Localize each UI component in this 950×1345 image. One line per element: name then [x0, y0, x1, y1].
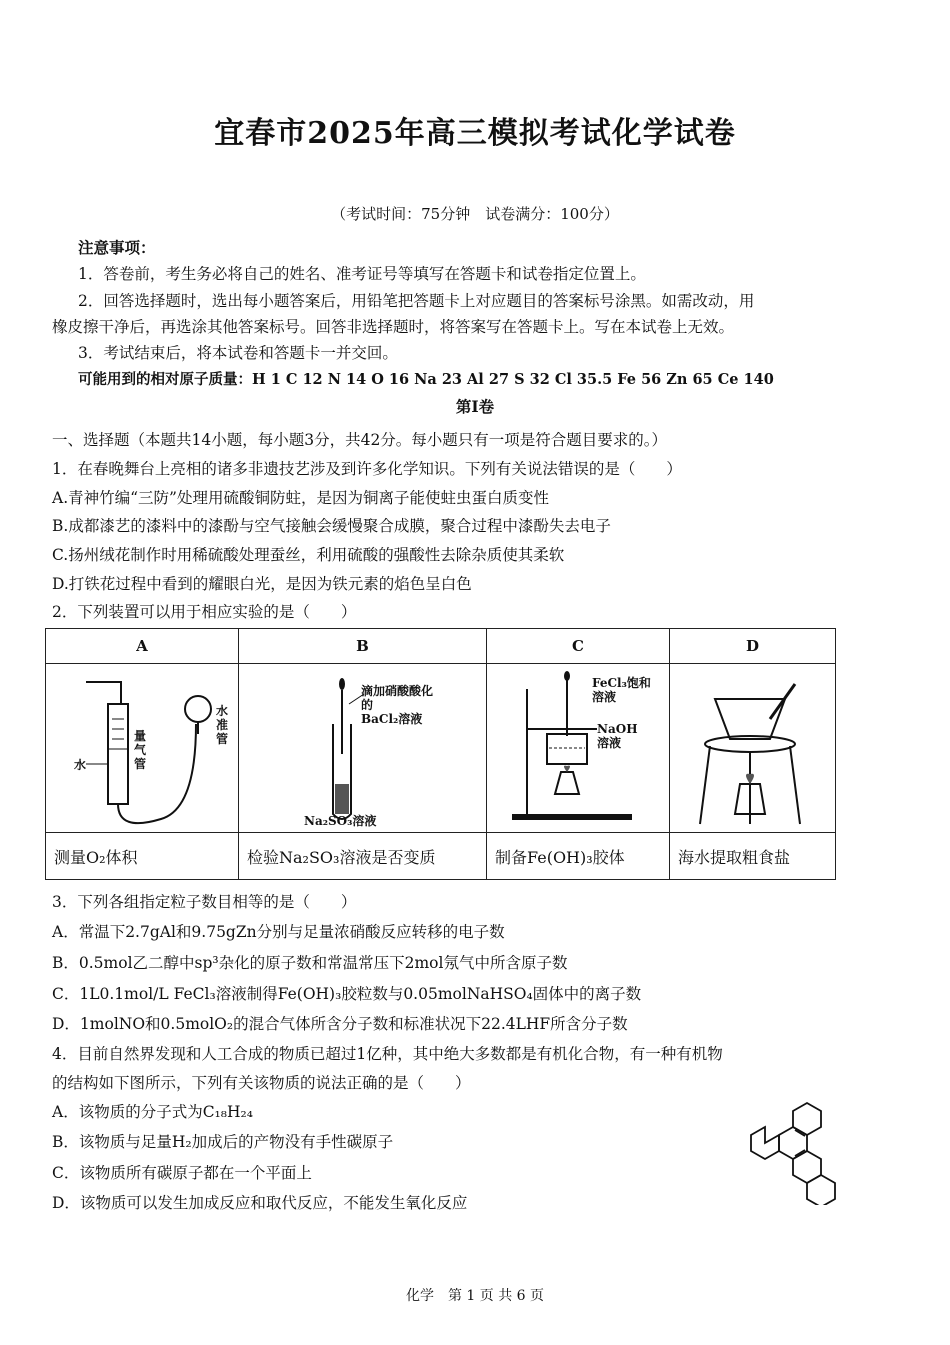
col-header-a: A: [46, 629, 239, 664]
col-header-d: D: [670, 629, 836, 664]
col-header-b: B: [239, 629, 487, 664]
fecl3-label: FeCl₃饱和溶液: [592, 676, 651, 704]
q2-stem: 2．下列装置可以用于相应实验的是（ ）: [52, 603, 357, 621]
notice-heading: 注意事项：: [78, 238, 156, 257]
burette-label: 量气管: [134, 729, 147, 771]
section-heading: 一、选择题（本题共14小题，每小题3分，共42分。每小题只有一项是符合题目要求的。）: [52, 431, 668, 449]
water-label: 水: [74, 758, 87, 772]
caption-a: 测量O₂体积: [46, 833, 239, 880]
q4-stem-2: 的结构如下图所示，下列有关该物质的说法正确的是（ ）: [52, 1074, 471, 1092]
caption-c: 制备Fe(OH)₃胶体: [487, 833, 670, 880]
q3-option-c: C．1L0.1mol/L FeCl₃溶液制得Fe(OH)₃胶粒数与0.05molNaHSO₄固体中的离子数: [52, 985, 642, 1003]
notice-item-1: 1．答卷前，考生务必将自己的姓名、准考证号等填写在答题卡和试卷指定位置上。: [78, 265, 646, 283]
q1-option-b: B.成都漆艺的漆料中的漆酚与空气接触会缓慢聚合成膜，聚合过程中漆酚失去电子: [52, 517, 611, 535]
apparatus-a: [46, 664, 239, 833]
caption-b: 检验Na₂SO₃溶液是否变质: [239, 833, 487, 880]
dropper-reagent-line1: 滴加硝酸酸化的: [361, 684, 434, 712]
naoh-label: NaOH溶液: [597, 722, 638, 750]
test-tube-solution-label: Na₂SO₃溶液: [304, 814, 377, 828]
caption-d: 海水提取粗食盐: [670, 833, 836, 880]
notice-item-2-cont: 橡皮擦干净后，再选涂其他答案标号。回答非选择题时，将答案写在答题卡上。写在本试卷上无效。: [52, 318, 735, 336]
q1-option-c: C.扬州绒花制作时用稀硫酸处理蚕丝，利用硫酸的强酸性去除杂质使其柔软: [52, 546, 565, 564]
q3-option-d: D．1molNO和0.5molO₂的混合气体所含分子数和标准状况下22.4LHF所含分子数: [52, 1015, 628, 1033]
q1-stem: 1．在春晚舞台上亮相的诸多非遗技艺涉及到许多化学知识。下列有关说法错误的是（ ）: [52, 460, 682, 478]
q3-stem: 3．下列各组指定粒子数目相等的是（ ）: [52, 893, 357, 911]
triphenylene-structure: [745, 1095, 845, 1205]
page-title: 宜春市2025年高三模拟考试化学试卷: [214, 116, 736, 151]
leveling-tube-label: 水准管: [216, 704, 229, 746]
q4-option-c: C．该物质所有碳原子都在一个平面上: [52, 1164, 312, 1182]
q2-apparatus-table: [45, 628, 836, 880]
notice-item-3: 3．考试结束后，将本试卷和答题卡一并交回。: [78, 344, 398, 362]
exam-time-info: （考试时间：75分钟 试卷满分：100分）: [331, 205, 619, 223]
dropper-reagent-line2: BaCl₂溶液: [361, 712, 423, 726]
dropper-reagent-label: [361, 684, 441, 726]
q4-option-d: D．该物质可以发生加成反应和取代反应，不能发生氧化反应: [52, 1194, 468, 1212]
volume-heading: 第Ⅰ卷: [455, 397, 495, 416]
apparatus-c: [487, 664, 670, 833]
apparatus-d: [670, 664, 836, 833]
q4-option-a: A．该物质的分子式为C₁₈H₂₄: [52, 1103, 253, 1121]
page-footer: 化学 第 1 页 共 6 页: [405, 1288, 545, 1304]
notice-item-2: 2．回答选择题时，选出每小题答案后，用铅笔把答题卡上对应题目的答案标号涂黑。如需改动，用: [78, 292, 755, 310]
evaporating-dish-diagram: [670, 664, 836, 832]
apparatus-b: [239, 664, 487, 833]
q3-option-a: A．常温下2.7gAl和9.75gZn分别与足量浓硝酸反应转移的电子数: [52, 923, 505, 941]
q3-option-b: B．0.5mol乙二醇中sp³杂化的原子数和常温常压下2mol氖气中所含原子数: [52, 954, 568, 972]
atomic-mass-line: 可能用到的相对原子质量：H 1 C 12 N 14 O 16 Na 23 Al 27 S 32 Cl 35.5 Fe 56 Zn 65 Ce 140: [78, 371, 774, 388]
q1-option-a: A.青神竹编“三防”处理用硫酸铜防蛀，是因为铜离子能使蛀虫蛋白质变性: [52, 489, 549, 507]
q4-option-b: B．该物质与足量H₂加成后的产物没有手性碳原子: [52, 1133, 394, 1151]
col-header-c: C: [487, 629, 670, 664]
q4-stem-1: 4．目前自然界发现和人工合成的物质已超过1亿种，其中绝大多数都是有机化合物，有一种有机物: [52, 1045, 723, 1063]
q1-option-d: D.打铁花过程中看到的耀眼白光，是因为铁元素的焰色呈白色: [52, 575, 472, 593]
